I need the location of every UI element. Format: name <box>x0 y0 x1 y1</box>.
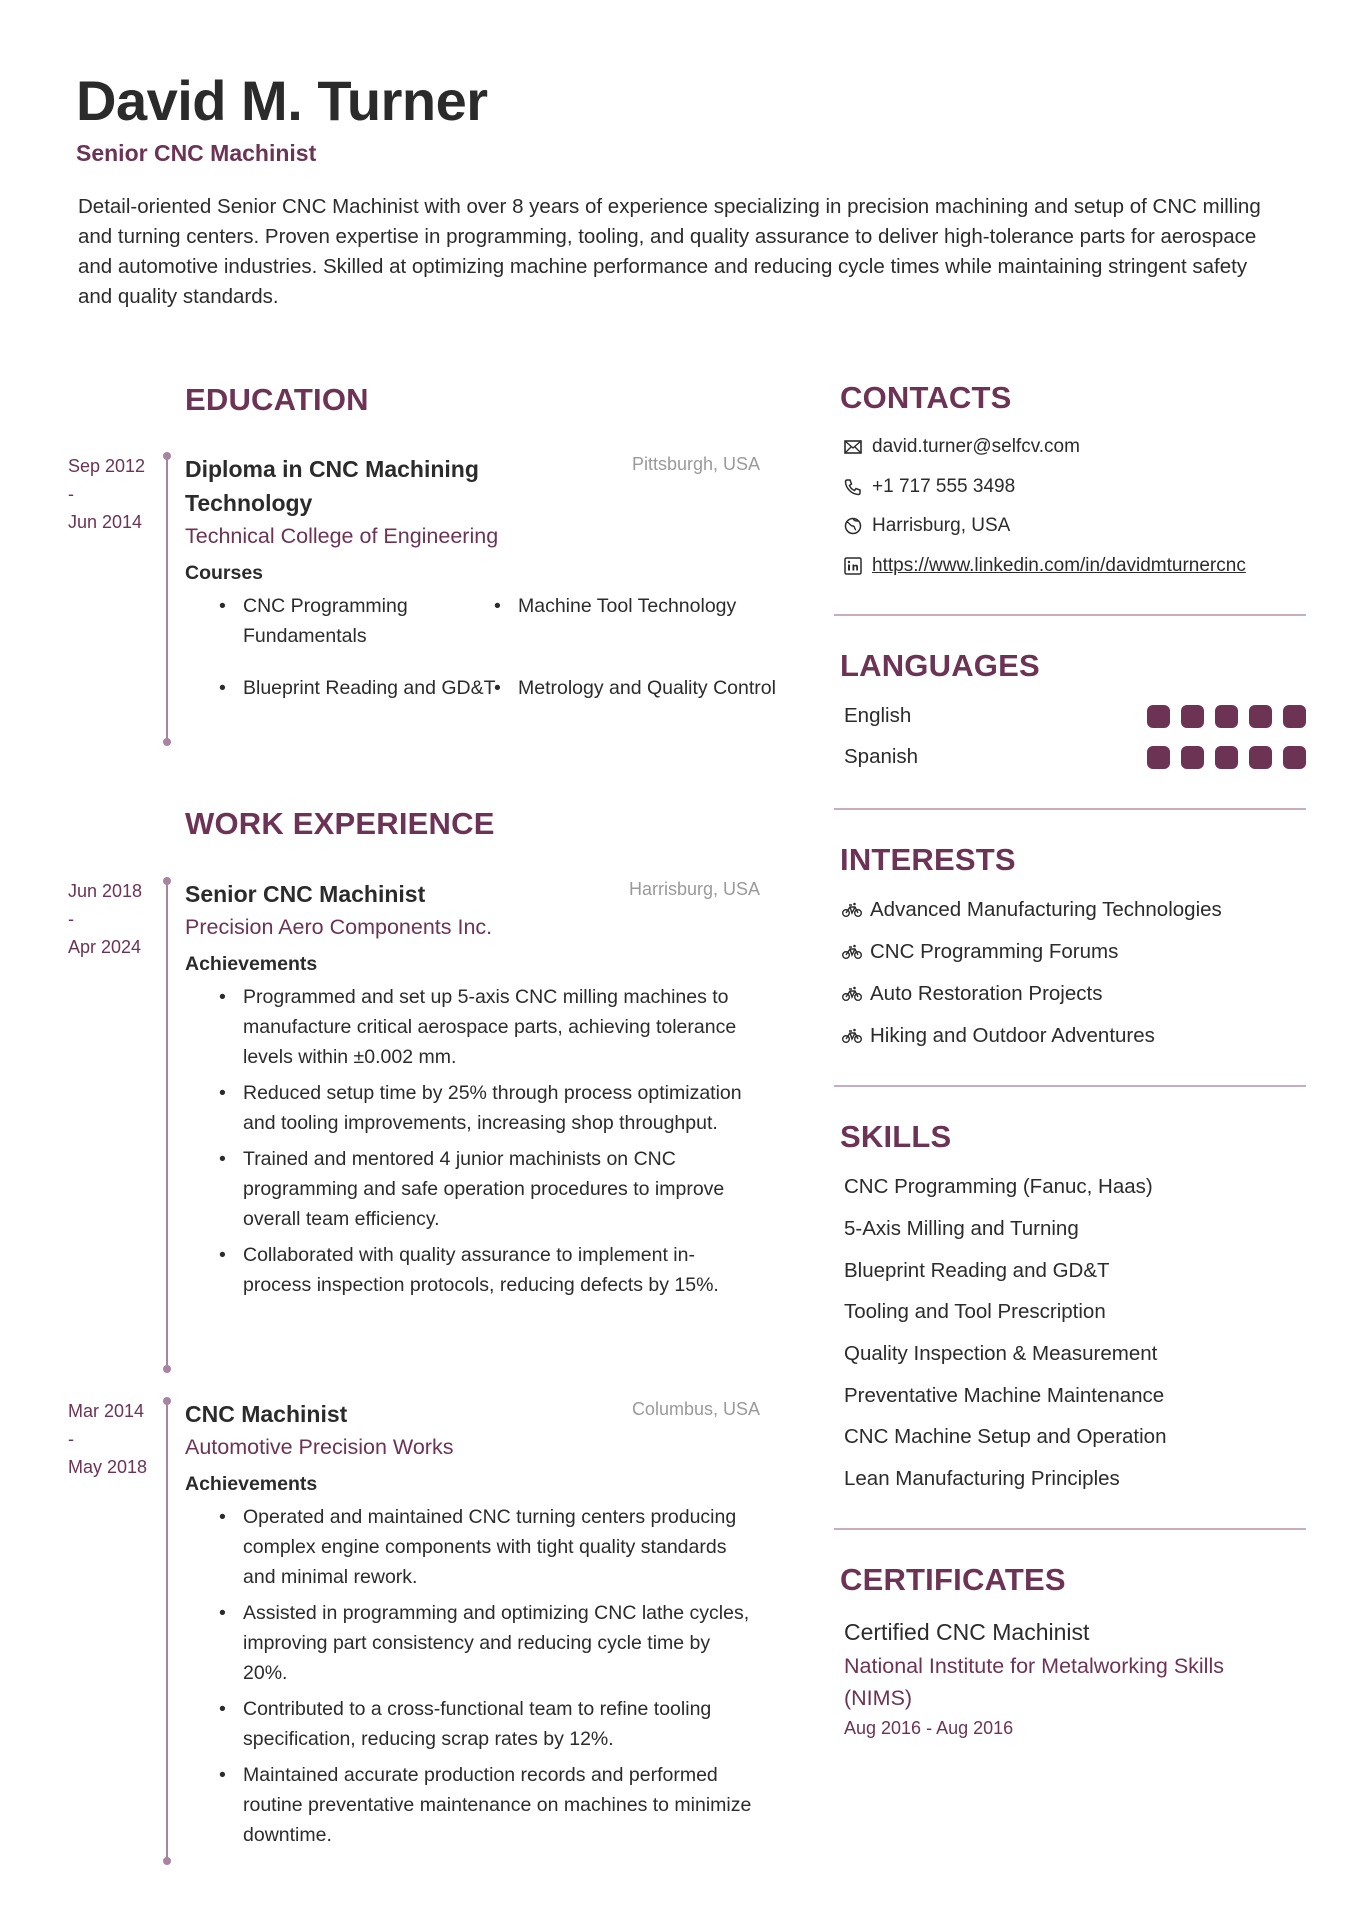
courses-label: Courses <box>185 562 264 584</box>
start-date: Jun 2018 <box>68 881 143 901</box>
contact-phone[interactable] <box>842 476 1015 498</box>
achievement-item: • Trained and mentored 4 junior machinists on CNC programming and safe operation procedures to improve overall team efficiency. <box>243 1144 753 1234</box>
interest-label: Hiking and Outdoor Adventures <box>870 1024 1155 1047</box>
certificate-name: Certified CNC Machinist <box>844 1619 1090 1645</box>
languages-heading: LANGUAGES <box>840 648 1040 683</box>
language-name: Spanish <box>844 745 919 768</box>
timeline-line <box>166 879 168 1369</box>
contact-email[interactable] <box>842 436 1080 458</box>
interest-item <box>842 940 1118 964</box>
linkedin-link[interactable]: https://www.linkedin.com/in/davidmturnercnc <box>872 555 1246 576</box>
school-name: Technical College of Engineering <box>185 524 499 548</box>
skills-heading: SKILLS <box>840 1119 952 1154</box>
achievements-label: Achievements <box>185 1473 318 1495</box>
certificate-dates: Aug 2016 - Aug 2016 <box>844 1718 1014 1738</box>
timeline-line <box>166 454 168 742</box>
education-heading: EDUCATION <box>185 382 369 417</box>
phone-icon <box>842 476 864 498</box>
interest-item <box>842 1024 1155 1048</box>
achievement-item: • Maintained accurate production records and performed routine preventative maintenance on machines to minimize downtime. <box>243 1760 753 1850</box>
job-dates <box>68 1397 168 1481</box>
skill-item: Tooling and Tool Prescription <box>844 1300 1106 1323</box>
language-row <box>844 704 1306 728</box>
job-dates <box>68 877 168 961</box>
level-dot <box>1147 746 1170 769</box>
level-dot <box>1181 705 1204 728</box>
achievements-list <box>185 982 760 1300</box>
achievement-item: • Contributed to a cross-functional team to refine tooling specification, reducing scrap rates by 12%. <box>243 1694 753 1754</box>
level-dot <box>1181 746 1204 769</box>
skill-item: CNC Machine Setup and Operation <box>844 1425 1167 1448</box>
achievement-item: • Programmed and set up 5-axis CNC milling machines to manufacture critical aerospace parts, achieving tolerance levels within ±0.002 mm. <box>243 982 753 1072</box>
candidate-name: David M. Turner <box>76 69 488 132</box>
skill-item: Lean Manufacturing Principles <box>844 1467 1120 1490</box>
start-date: Sep 2012 <box>68 456 146 476</box>
job-location: Columbus, USA <box>631 1399 760 1419</box>
achievement-item: • Reduced setup time by 25% through process optimization and tooling improvements, increasing shop throughput. <box>243 1078 753 1138</box>
course-item: • Metrology and Quality Control <box>518 673 793 703</box>
end-date: Jun 2014 <box>68 512 143 532</box>
courses-list <box>185 591 776 703</box>
course-item: • Blueprint Reading and GD&T <box>243 673 518 703</box>
interest-label: CNC Programming Forums <box>870 940 1119 963</box>
skill-item: Preventative Machine Maintenance <box>844 1384 1165 1407</box>
contact-location <box>842 515 1010 537</box>
company-name: Precision Aero Components Inc. <box>185 915 493 939</box>
level-dot <box>1147 705 1170 728</box>
interest-label: Auto Restoration Projects <box>870 982 1103 1005</box>
location-text: Harrisburg, USA <box>872 515 1011 536</box>
skill-item: CNC Programming (Fanuc, Haas) <box>844 1175 1153 1198</box>
achievement-item: • Collaborated with quality assurance to implement in-process inspection protocols, reducing defects by 15%. <box>243 1240 753 1300</box>
timeline-line <box>166 1399 168 1861</box>
company-name: Automotive Precision Works <box>185 1435 454 1459</box>
language-level <box>1147 705 1306 728</box>
skill-item: Blueprint Reading and GD&T <box>844 1259 1110 1282</box>
envelope-icon <box>842 436 864 458</box>
bicycle-icon <box>842 1025 864 1047</box>
education-entry <box>60 452 776 752</box>
job-location: Harrisburg, USA <box>628 879 760 899</box>
level-dot <box>1283 705 1306 728</box>
achievements-label: Achievements <box>185 953 318 975</box>
achievement-item: • Assisted in programming and optimizing CNC lathe cycles, improving part consistency and reducing cycle time by 20%. <box>243 1598 753 1688</box>
job-title: Senior CNC Machinist <box>185 881 426 907</box>
date-separator: - <box>68 1429 74 1449</box>
end-date: May 2018 <box>68 1457 148 1477</box>
phone-text: +1 717 555 3498 <box>872 476 1016 497</box>
level-dot <box>1215 705 1238 728</box>
job-title: CNC Machinist <box>185 1401 348 1427</box>
bicycle-icon <box>842 983 864 1005</box>
end-date: Apr 2024 <box>68 937 142 957</box>
section-divider <box>834 614 1306 616</box>
profile-summary: Detail-oriented Senior CNC Machinist with over 8 years of experience specializing in precision machining and setup of CNC milling and turning centers. Proven expertise in programming, tooling, and quality assurance to deliver high-tolerance parts for aerospace and automotive industries. Skilled at optimizing machine performance and reducing cycle times while maintaining stringent safety and quality standards. <box>78 195 1261 308</box>
skill-item: Quality Inspection & Measurement <box>844 1342 1158 1365</box>
education-dates <box>68 452 168 536</box>
course-item: • CNC Programming Fundamentals <box>243 591 518 651</box>
skill-item: 5-Axis Milling and Turning <box>844 1217 1079 1240</box>
certificate-issuer: National Institute for Metalworking Skills (NIMS) <box>844 1654 1224 1710</box>
level-dot <box>1215 746 1238 769</box>
date-separator: - <box>68 484 74 504</box>
contacts-heading: CONTACTS <box>840 380 1012 415</box>
contact-linkedin[interactable] <box>842 555 1246 577</box>
job-entry <box>60 1397 760 1887</box>
section-divider <box>834 808 1306 810</box>
level-dot <box>1249 746 1272 769</box>
interests-heading: INTERESTS <box>840 842 1016 877</box>
section-divider <box>834 1085 1306 1087</box>
globe-icon <box>842 515 864 537</box>
section-divider <box>834 1528 1306 1530</box>
candidate-role: Senior CNC Machinist <box>76 140 317 166</box>
bicycle-icon <box>842 941 864 963</box>
level-dot <box>1283 746 1306 769</box>
bicycle-icon <box>842 899 864 921</box>
interest-label: Advanced Manufacturing Technologies <box>870 898 1222 921</box>
language-row <box>844 745 1306 769</box>
work-heading: WORK EXPERIENCE <box>185 806 495 841</box>
linkedin-icon <box>842 555 864 577</box>
interest-item <box>842 982 1102 1006</box>
achievement-item: • Operated and maintained CNC turning centers producing complex engine components with tight quality standards and minimal rework. <box>243 1502 753 1592</box>
certificates-heading: CERTIFICATES <box>840 1562 1066 1597</box>
job-entry <box>60 877 760 1377</box>
course-item: • Machine Tool Technology <box>518 591 793 651</box>
interest-item <box>842 898 1222 922</box>
degree-title: Diploma in CNC Machining Technology <box>185 456 479 516</box>
language-name: English <box>844 704 912 727</box>
level-dot <box>1249 705 1272 728</box>
language-level <box>1147 746 1306 769</box>
achievements-list <box>185 1502 760 1850</box>
date-separator: - <box>68 909 74 929</box>
email-text: david.turner@selfcv.com <box>872 436 1080 457</box>
education-location: Pittsburgh, USA <box>631 454 760 474</box>
start-date: Mar 2014 <box>68 1401 145 1421</box>
